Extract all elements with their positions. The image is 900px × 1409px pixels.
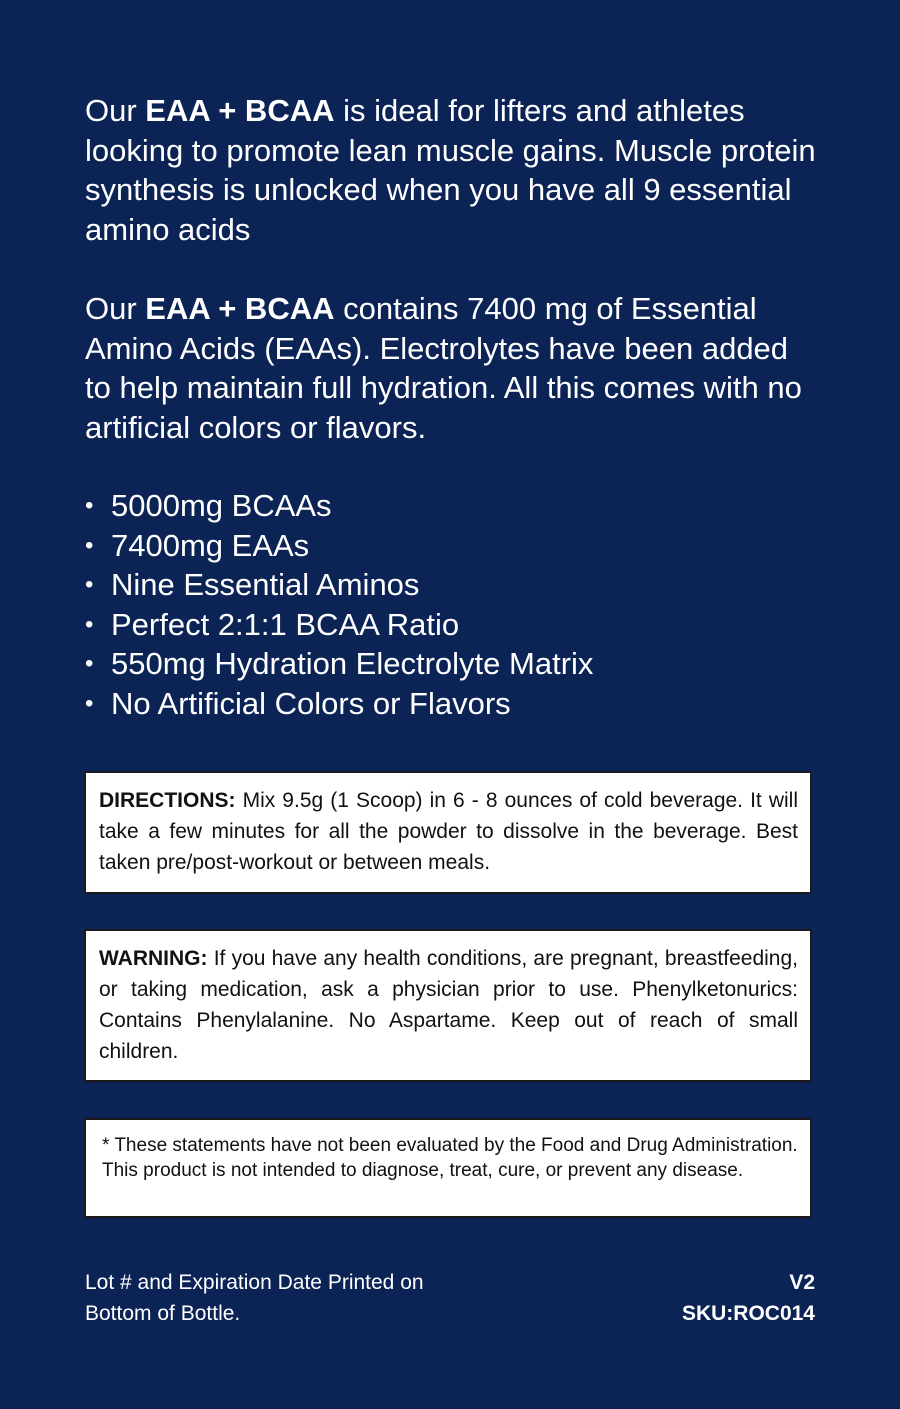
feature-bullet-item xyxy=(85,644,820,684)
feature-bullet-text: Perfect 2:1:1 BCAA Ratio xyxy=(111,606,460,642)
lot-note-line-2: Bottom of Bottle. xyxy=(85,1302,241,1325)
sku-label: SKU:ROC014 xyxy=(681,1302,815,1325)
feature-bullet-item xyxy=(85,486,820,526)
intro-2-text: contains 7400 mg of Essential Amino Acids (EAAs). Electrolytes have been added to help maintain full hydration. All this comes with no artificial colors or flavors. xyxy=(85,291,802,445)
feature-bullet-item xyxy=(85,526,820,566)
intro-1-prefix: Our xyxy=(85,93,146,128)
directions-box xyxy=(84,771,812,894)
lot-expiration-note xyxy=(85,1267,545,1329)
feature-bullet-text: 550mg Hydration Electrolyte Matrix xyxy=(111,646,594,681)
product-name-bold-1: EAA + BCAA xyxy=(145,93,335,128)
feature-bullet-text: Nine Essential Aminos xyxy=(111,567,420,602)
bullet-dot-icon: • xyxy=(85,610,94,638)
warning-label: WARNING: xyxy=(99,947,208,970)
directions-text xyxy=(99,785,798,878)
product-name-bold-2: EAA + BCAA xyxy=(145,291,335,326)
feature-bullet-text: 7400mg EAAs xyxy=(111,527,310,563)
feature-bullet-item xyxy=(85,565,820,605)
bullet-dot-icon: • xyxy=(85,531,94,559)
directions-body: Mix 9.5g (1 Scoop) in 6 - 8 ounces of cold beverage. It will take a few minutes for all the powder to dissolve in the beverage. Best taken pre/post-workout or between meals. xyxy=(99,789,798,874)
lot-note-line-1: Lot # and Expiration Date Printed on xyxy=(85,1271,424,1294)
intro-1-text: is ideal for lifters and athletes looking to promote lean muscle gains. Muscle protein synthesis is unlocked when you have all 9 essential amino acids xyxy=(85,93,816,247)
version-label: V2 xyxy=(789,1271,815,1294)
feature-bullet-text: No Artificial Colors or Flavors xyxy=(111,685,511,721)
bullet-dot-icon: • xyxy=(85,689,94,717)
warning-box xyxy=(84,929,812,1082)
bullet-dot-icon: • xyxy=(85,492,94,519)
bullet-dot-icon: • xyxy=(85,571,94,598)
fda-disclaimer-text: * These statements have not been evaluated by the Food and Drug Administration. This product is not intended to diagnose, treat, cure, or prevent any disease. xyxy=(102,1135,798,1181)
feature-bullet-item xyxy=(85,605,820,645)
fda-disclaimer-box xyxy=(84,1118,812,1218)
feature-bullet-item xyxy=(85,684,820,724)
feature-bullet-text: 5000mg BCAAs xyxy=(111,488,332,523)
version-sku-block xyxy=(555,1267,815,1329)
warning-text xyxy=(99,943,798,1067)
intro-paragraph-1 xyxy=(85,91,820,249)
bullet-dot-icon: • xyxy=(85,650,94,677)
intro-2-prefix: Our xyxy=(85,291,146,326)
directions-label: DIRECTIONS: xyxy=(99,789,236,812)
intro-paragraph-2 xyxy=(85,289,820,447)
feature-bullet-list xyxy=(85,486,820,723)
warning-body: If you have any health conditions, are pregnant, breastfeeding, or taking medication, ask a physician prior to use. Phenylketonurics: Contains Phenylalanine. No Aspartame. Keep out of reach of small children. xyxy=(99,947,798,1063)
